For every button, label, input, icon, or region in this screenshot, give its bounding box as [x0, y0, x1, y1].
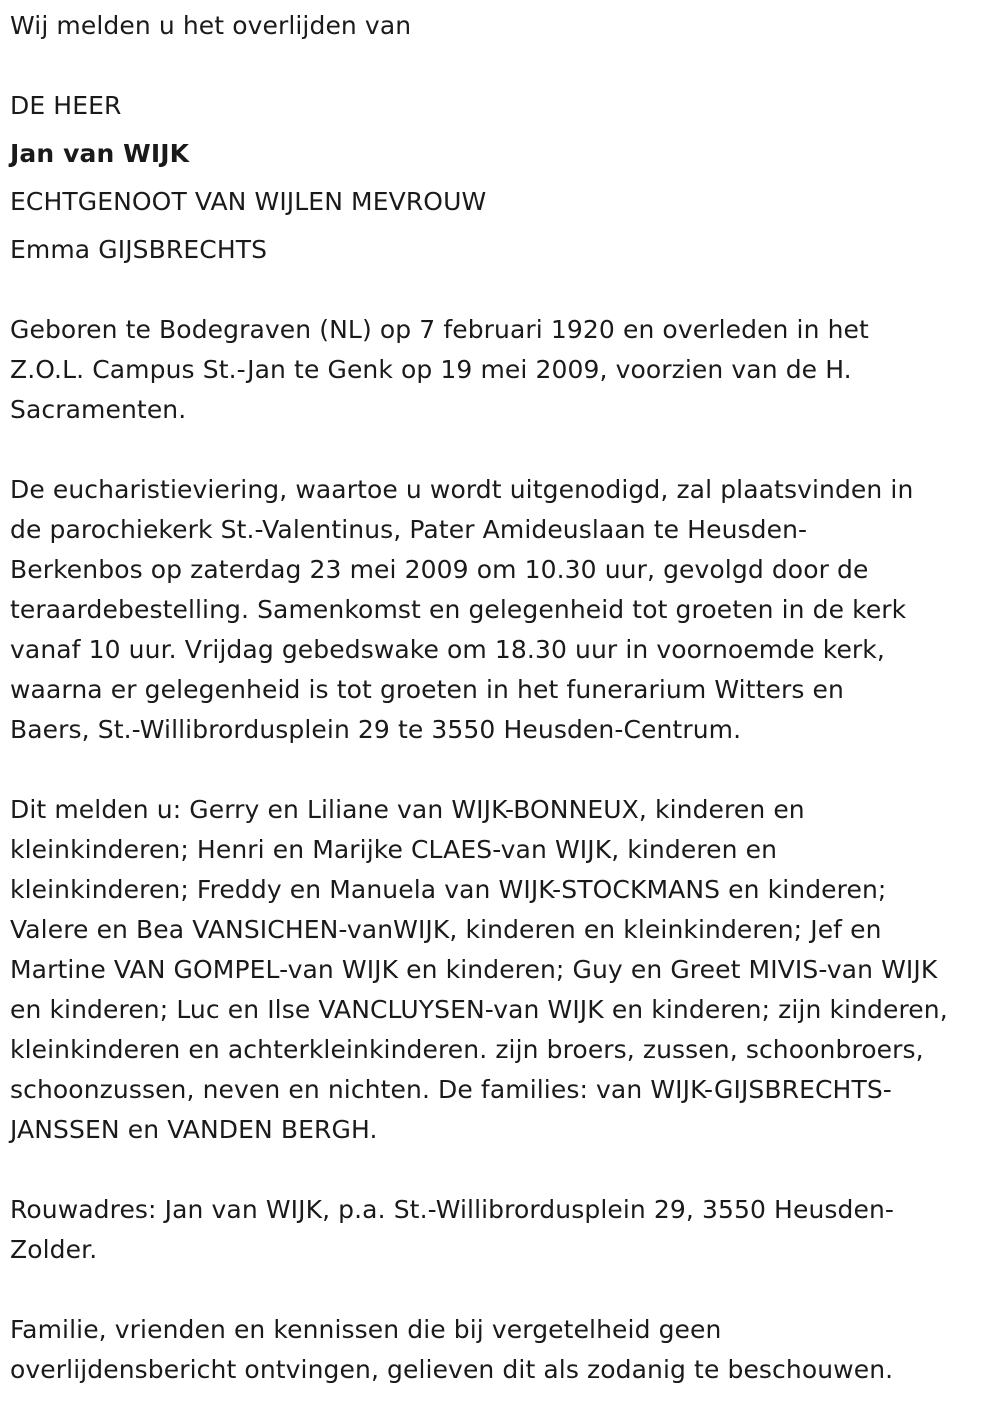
paragraph-line: De eucharistieviering, waartoe u wordt uitgenodigd, zal plaatsvinden in [10, 475, 914, 504]
family-paragraph [10, 790, 970, 1150]
paragraph-line: kleinkinderen; Freddy en Manuela van WIJK-STOCKMANS en kinderen; [10, 875, 887, 904]
paragraph-line: Dit melden u: Gerry en Liliane van WIJK-BONNEUX, kinderen en [10, 795, 805, 824]
paragraph-line: teraardebestelling. Samenkomst en gelegenheid tot groeten in de kerk [10, 595, 907, 624]
paragraph-line: en kinderen; Luc en Ilse VANCLUYSEN-van WIJK en kinderen; zijn kinderen, [10, 995, 948, 1024]
paragraph-line: kleinkinderen; Henri en Marijke CLAES-van WIJK, kinderen en [10, 835, 778, 864]
paragraph-line: Martine VAN GOMPEL-van WIJK en kinderen; Guy en Greet MIVIS-van WIJK [10, 955, 938, 984]
paragraph-line: JANSSEN en VANDEN BERGH. [10, 1115, 378, 1144]
birth-death-paragraph [10, 310, 970, 430]
paragraph-line: de parochiekerk St.-Valentinus, Pater Amideuslaan te Heusden- [10, 515, 808, 544]
paragraph-line: schoonzussen, neven en nichten. De families: van WIJK-GIJSBRECHTS- [10, 1075, 892, 1104]
paragraph-line: kleinkinderen en achterkleinkinderen. zijn broers, zussen, schoonbroers, [10, 1035, 924, 1064]
spouse-name: Emma GIJSBRECHTS [10, 235, 268, 264]
paragraph-line: Sacramenten. [10, 395, 187, 424]
paragraph-line: overlijdensbericht ontvingen, gelieven dit als zodanig te beschouwen. [10, 1355, 894, 1384]
paragraph-line: waarna er gelegenheid is tot groeten in het funerarium Witters en [10, 675, 844, 704]
paragraph-line: vanaf 10 uur. Vrijdag gebedswake om 18.30 uur in voornoemde kerk, [10, 635, 885, 664]
paragraph-line: Zolder. [10, 1235, 98, 1264]
paragraph-line: Z.O.L. Campus St.-Jan te Genk op 19 mei 2009, voorzien van de H. [10, 355, 852, 384]
paragraph-line: Valere en Bea VANSICHEN-vanWIJK, kinderen en kleinkinderen; Jef en [10, 915, 882, 944]
closing-paragraph [10, 1310, 970, 1390]
paragraph-line: Berkenbos op zaterdag 23 mei 2009 om 10.30 uur, gevolgd door de [10, 555, 869, 584]
paragraph-line: Geboren te Bodegraven (NL) op 7 februari 1920 en overleden in het [10, 315, 869, 344]
deceased-name: Jan van WIJK [10, 139, 190, 168]
paragraph-line: Familie, vrienden en kennissen die bij vergetelheid geen [10, 1315, 722, 1344]
funeral-service-paragraph [10, 470, 970, 750]
paragraph-line: Baers, St.-Willibrordusplein 29 te 3550 Heusden-Centrum. [10, 715, 742, 744]
spouse-title: ECHTGENOOT VAN WIJLEN MEVROUW [10, 187, 487, 216]
intro-text: Wij melden u het overlijden van [10, 11, 412, 40]
paragraph-line: Rouwadres: Jan van WIJK, p.a. St.-Willibrordusplein 29, 3550 Heusden- [10, 1195, 895, 1224]
mourning-address-paragraph [10, 1190, 970, 1270]
honorific: DE HEER [10, 91, 122, 120]
